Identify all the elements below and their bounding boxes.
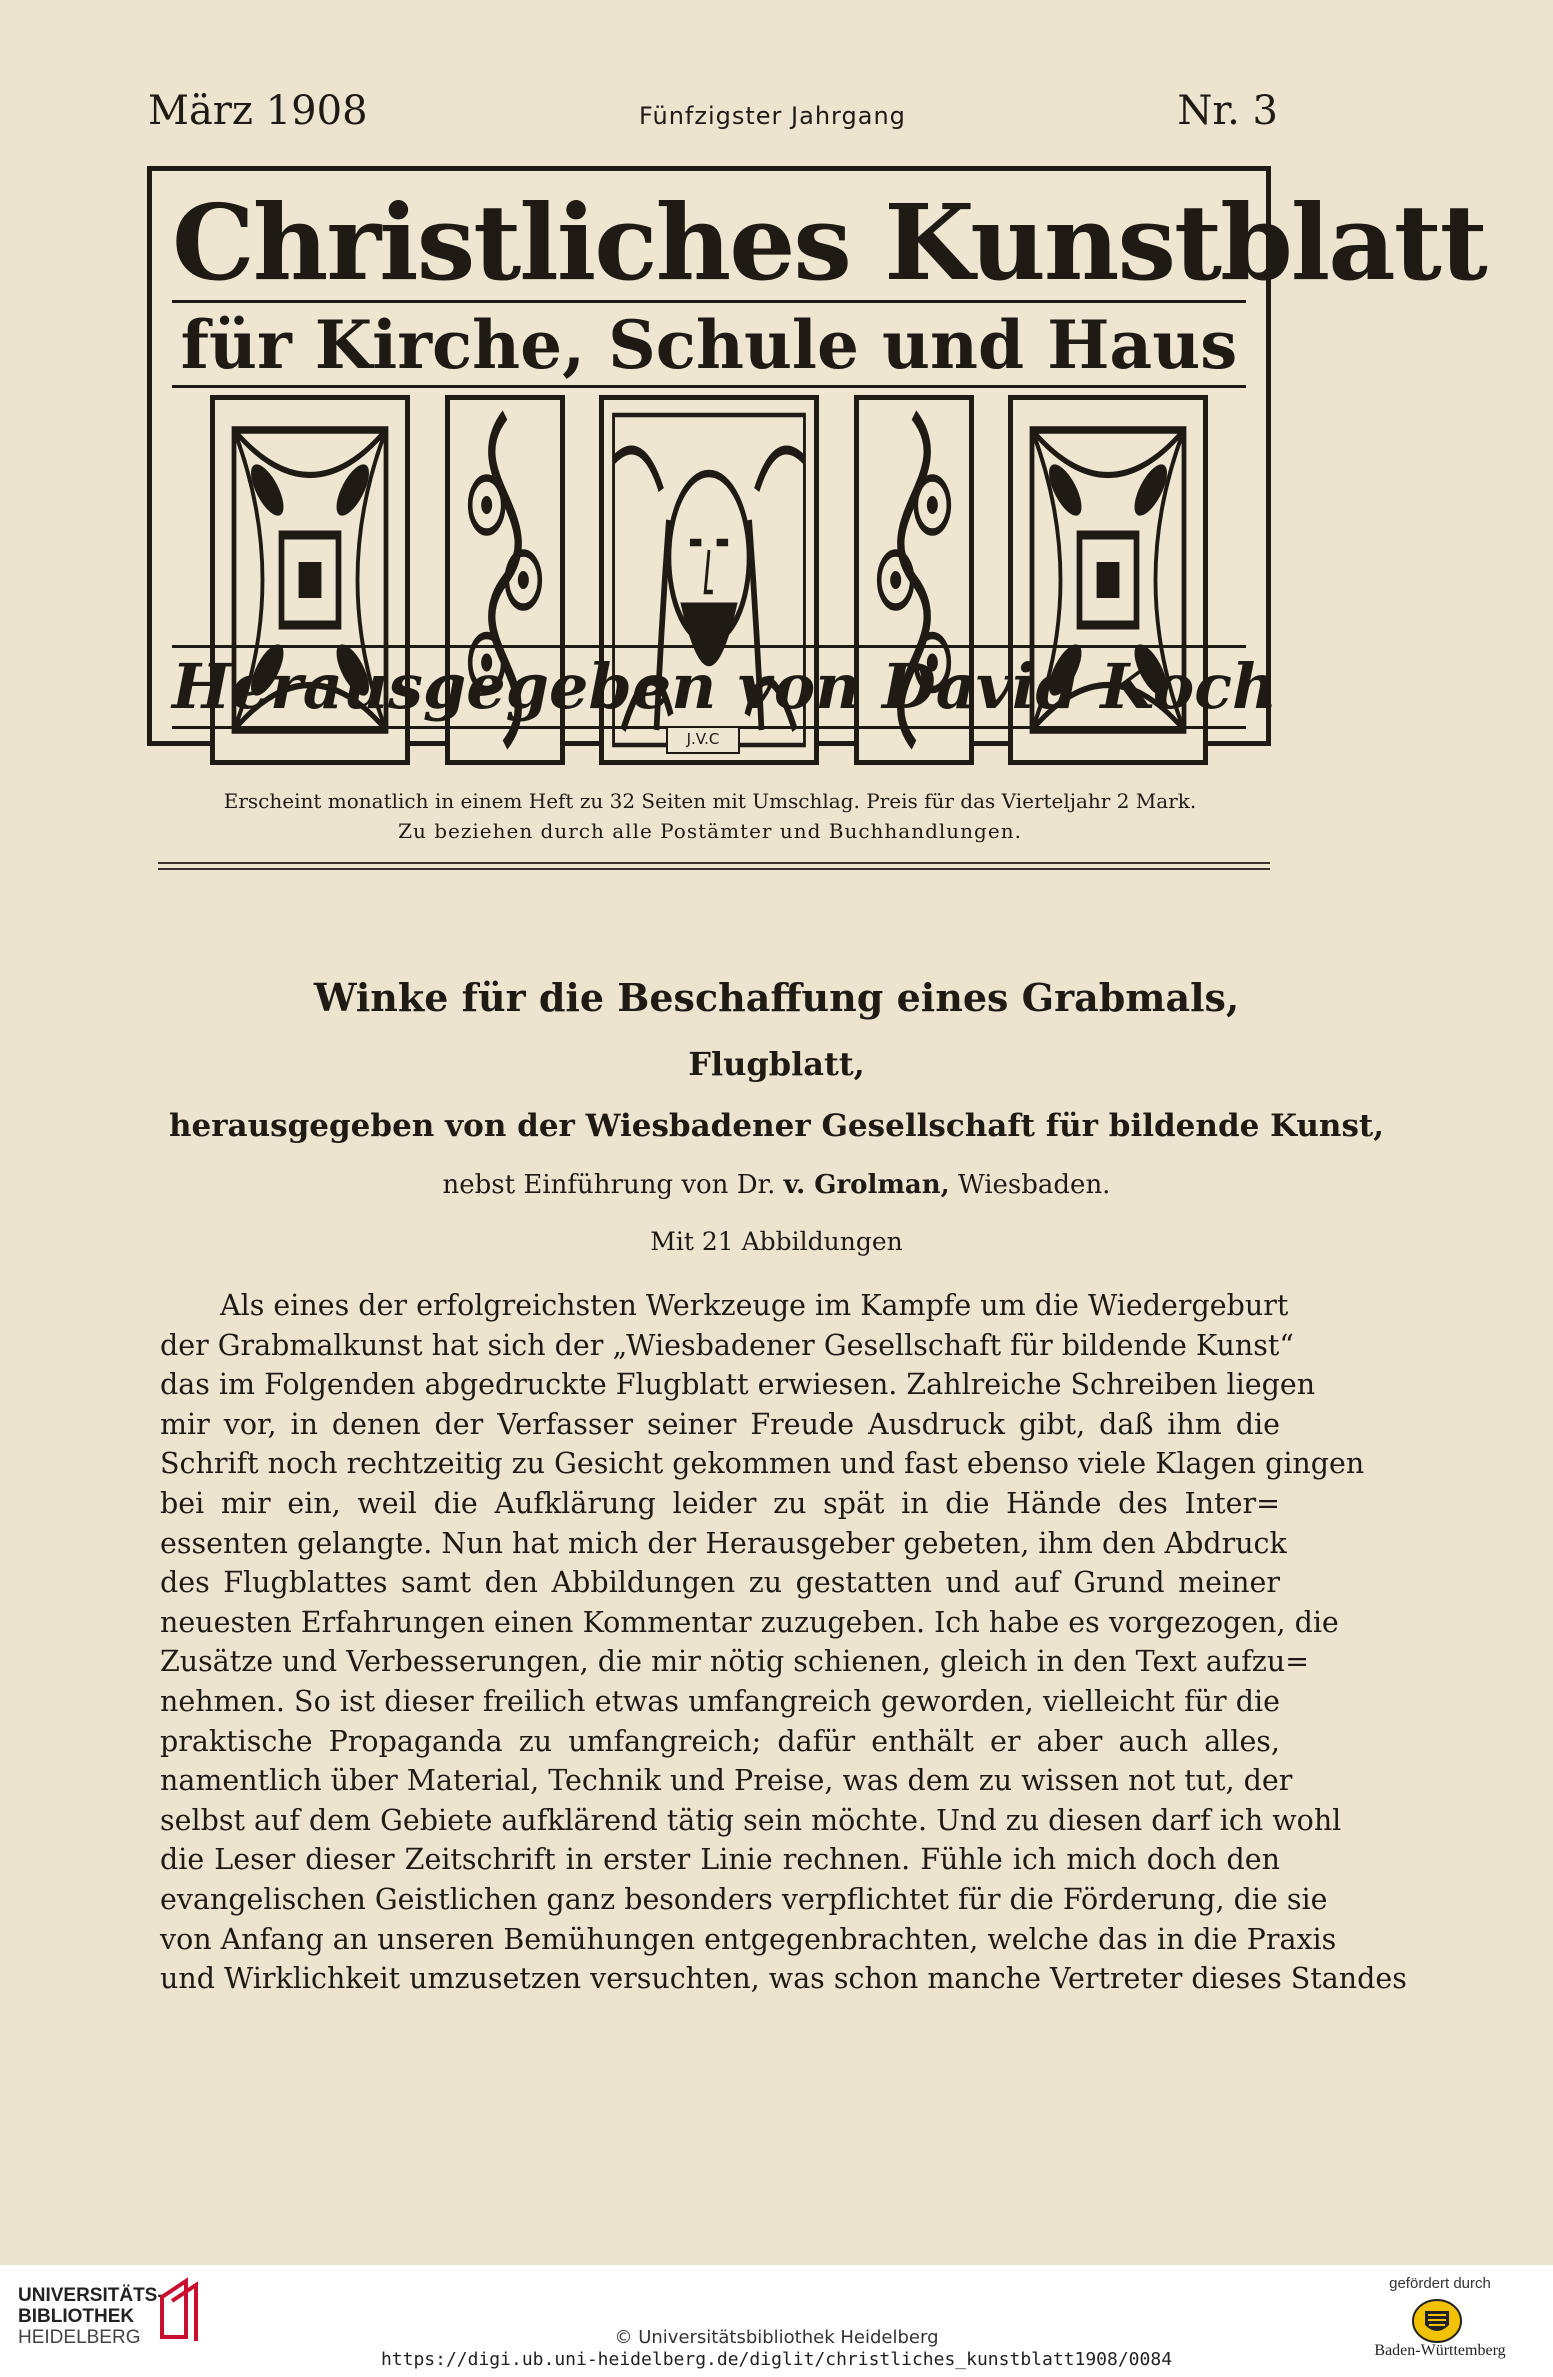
imprint-line: Erscheint monatlich in einem Heft zu 32 Seiten mit Umschlag. Preis für das Vierteljahr 2 Mark. — [223, 789, 1197, 813]
footer-bar — [0, 2265, 1553, 2377]
body-line: Schrift noch rechtzeitig zu Gesicht gekommen und fast ebenso viele Klagen gingen — [160, 1447, 1365, 1481]
imprint-line: Zu beziehen durch alle Postämter und Buchhandlungen. — [398, 819, 1022, 843]
intro-prefix: nebst Einführung von Dr. — [442, 1170, 776, 1200]
figure-count: Mit 21 Abbildungen — [650, 1227, 903, 1256]
permalink[interactable]: https://digi.ub.uni-heidelberg.de/diglit/christliches_kunstblatt1908/0084 — [380, 2349, 1173, 2370]
issue-number: Nr. 3 — [1177, 88, 1278, 134]
masthead-rule — [172, 385, 1246, 388]
body-line: nehmen. So ist dieser freilich etwas umfangreich geworden, vielleicht für die — [160, 1684, 1280, 1718]
state-crest-icon — [1410, 2297, 1464, 2345]
body-line: bei mir ein, weil die Aufklärung leider zu spät in die Hände des Inter= — [160, 1486, 1280, 1520]
article-kind: Flugblatt, — [688, 1045, 865, 1083]
library-name-line: HEIDELBERG — [18, 2327, 141, 2348]
body-line: evangelischen Geistlichen ganz besonders verpflichtet für die Förderung, die sie — [160, 1882, 1328, 1916]
intro-author: v. Grolman, — [783, 1170, 950, 1200]
funding-label: gefördert durch — [1389, 2275, 1491, 2292]
body-line: und Wirklichkeit umzusetzen versuchten, was schon manche Vertreter dieses Standes — [160, 1962, 1407, 1996]
intro-place: Wiesbaden. — [957, 1170, 1111, 1200]
body-line: selbst auf dem Gebiete aufklärend tätig sein möchte. Und zu diesen darf ich wohl — [160, 1803, 1342, 1837]
funding-notice — [1355, 2275, 1525, 2360]
journal-title: Christliches Kunstblatt — [172, 181, 1486, 304]
masthead — [147, 166, 1486, 748]
body-line: des Flugblattes samt den Abbildungen zu gestatten und auf Grund meiner — [160, 1566, 1280, 1600]
article-body — [160, 1286, 1407, 1999]
funding-state: Baden-Württemberg — [1374, 2342, 1506, 2359]
library-name-line: BIBLIOTHEK — [18, 2306, 135, 2327]
body-line: Als eines der erfolgreichsten Werkzeuge im Kampfe um die Wiedergeburt — [220, 1289, 1289, 1322]
issue-date: März 1908 — [148, 88, 368, 134]
journal-subtitle: für Kirche, Schule und Haus — [180, 306, 1238, 384]
copyright-notice: © Universitätsbibliothek Heidelberg — [614, 2327, 939, 2348]
body-line: mir vor, in denen der Verfasser seiner Freude Ausdruck gibt, daß ihm die — [160, 1407, 1280, 1441]
body-line: praktische Propaganda zu umfangreich; dafür enthält er aber auch alles, — [160, 1724, 1280, 1758]
artist-monogram: J.V.C — [666, 726, 740, 754]
imprint — [160, 786, 1260, 846]
volume-label: Fünfzigster Jahrgang — [639, 102, 906, 130]
divider-rule — [158, 862, 1270, 864]
body-line: Zusätze und Verbesserungen, die mir nötig schienen, gleich in den Text aufzu= — [160, 1645, 1310, 1679]
body-line: neuesten Erfahrungen einen Kommentar zuzugeben. Ich habe es vorgezogen, die — [160, 1605, 1339, 1639]
divider-rule — [158, 868, 1270, 870]
body-line: namentlich über Material, Technik und Preise, was dem zu wissen not tut, der — [160, 1764, 1293, 1798]
library-name-line: UNIVERSITÄTS- — [18, 2285, 164, 2306]
body-line: von Anfang an unseren Bemühungen entgegenbrachten, welche das in die Praxis — [160, 1922, 1337, 1956]
article-publisher: herausgegeben von der Wiesbadener Gesellschaft für bildende Kunst, — [168, 1108, 1385, 1144]
article-title: Winke für die Beschaffung eines Grabmals, — [313, 975, 1240, 1020]
editor-line: Herausgegeben von David Koch — [172, 645, 1246, 729]
body-line: der Grabmalkunst hat sich der „Wiesbadener Gesellschaft für bildende Kunst“ — [160, 1328, 1294, 1362]
article-intro — [0, 1170, 1553, 1200]
running-head — [148, 88, 1278, 134]
body-line: die Leser dieser Zeitschrift in erster Linie rechnen. Fühle ich mich doch den — [160, 1843, 1280, 1877]
body-line: das im Folgenden abgedruckte Flugblatt erwiesen. Zahlreiche Schreiben liegen — [160, 1368, 1316, 1402]
body-line: essenten gelangte. Nun hat mich der Herausgeber gebeten, ihm den Abdruck — [160, 1526, 1287, 1560]
